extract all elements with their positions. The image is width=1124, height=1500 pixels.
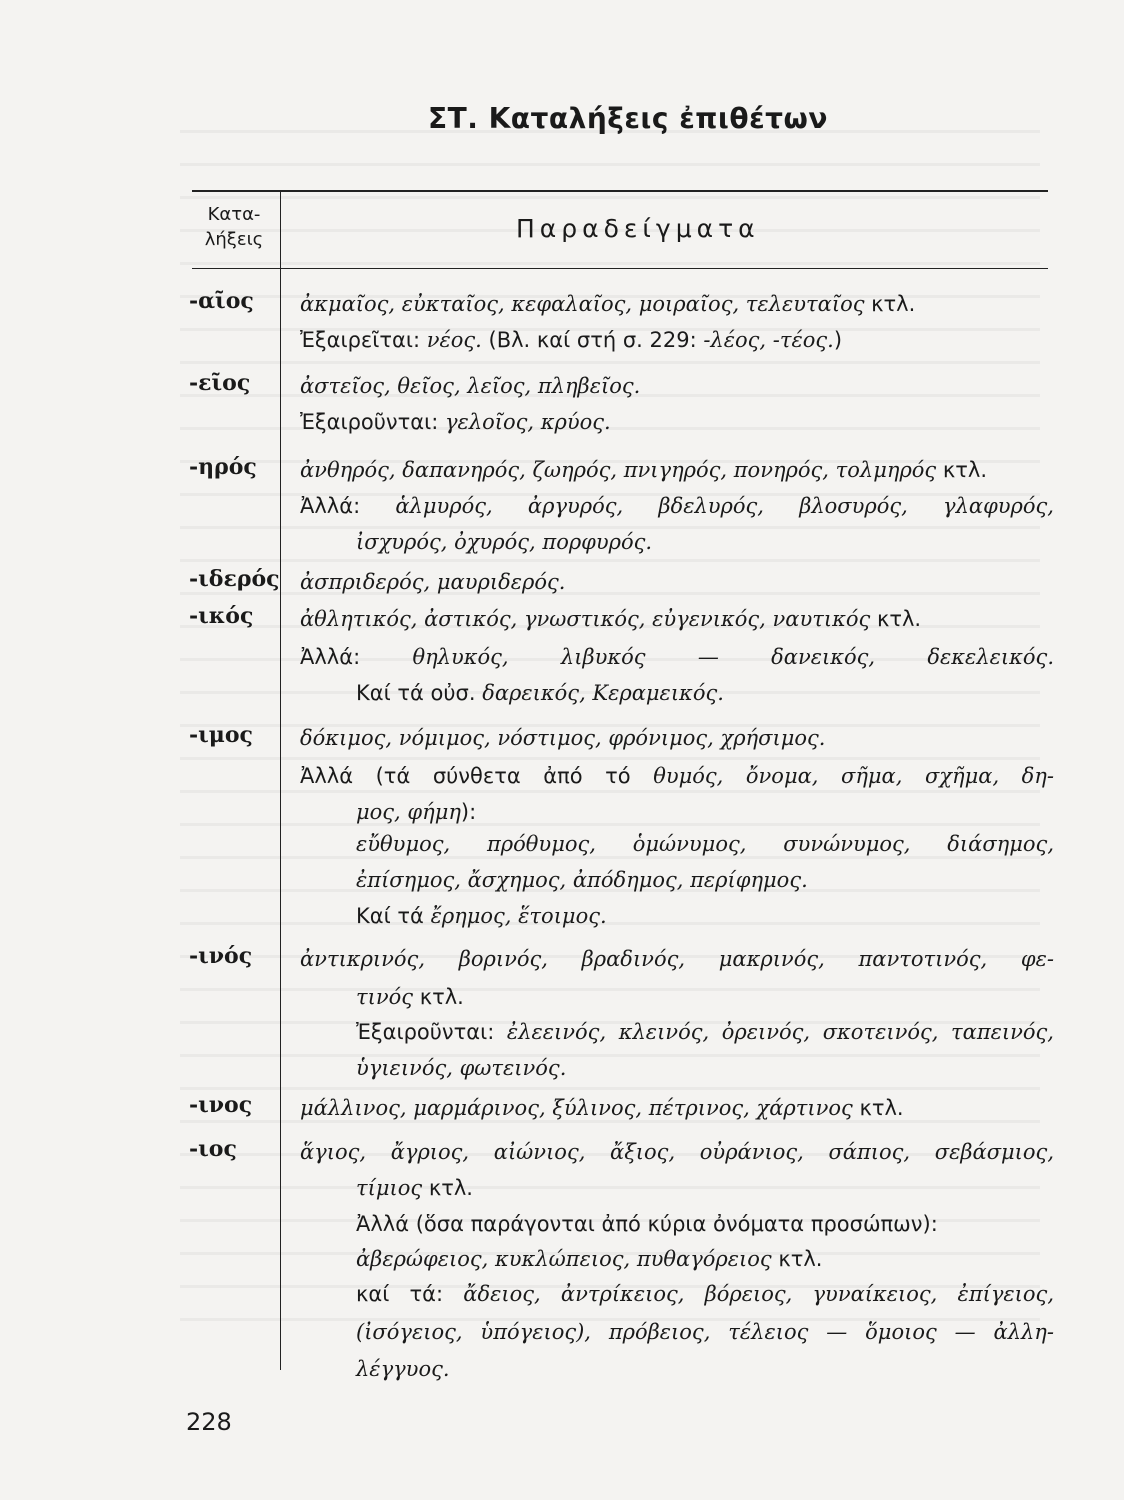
example-words: δαρεικός, Κεραμεικός.: [482, 681, 724, 705]
example-line: [300, 945, 1054, 973]
example-line: [300, 492, 1054, 520]
example-label: Ἀλλά:: [300, 494, 396, 518]
example-label: Καί τά οὐσ.: [356, 681, 483, 705]
endings-header-line1: Κατα-: [207, 204, 261, 225]
ending-label: -ιμος: [189, 722, 253, 748]
example-words: ἐλεεινός, κλεινός, ὀρεινός, σκοτεινός, ταπεινός,: [506, 1020, 1054, 1044]
example-words: τίμιος: [356, 1176, 423, 1200]
ending-label: -ινός: [189, 943, 253, 969]
example-label: ): [833, 328, 843, 352]
example-label: (Βλ. καί στή σ. 229:: [481, 328, 704, 352]
example-label: Ἀλλά (τά σύνθετα ἀπό τό: [300, 764, 654, 788]
example-line: [356, 1174, 1054, 1202]
example-words: ἐπίσημος, ἄσχημος, ἀπόδημος, περίφημος.: [356, 868, 808, 892]
example-line: [356, 983, 1054, 1011]
ending-label: -ηρός: [189, 454, 257, 480]
example-label: καί τά:: [356, 1282, 464, 1306]
example-words: θηλυκός, λιβυκός — δανεικός, δεκελεικός.: [412, 645, 1054, 669]
example-words: εὔθυμος, πρόθυμος, ὁμώνυμος, συνώνυμος, διάσημος,: [356, 832, 1054, 856]
example-words: δόκιμος, νόμιμος, νόστιμος, φρόνιμος, χρήσιμος.: [300, 726, 826, 750]
endings-column-header: [196, 202, 272, 252]
header-top-rule: [192, 190, 1048, 192]
example-line: [356, 902, 1054, 930]
example-words: ἀντικρινός, βορινός, βραδινός, μακρινός, παντοτινός, φε-: [300, 947, 1054, 971]
example-line: [300, 568, 1054, 596]
ending-label: -αῖος: [189, 288, 254, 314]
example-words: ἀβερώφειος, κυκλώπειος, πυθαγόρειος: [356, 1247, 772, 1271]
ending-label: -ινος: [189, 1092, 253, 1118]
example-line: [356, 866, 1054, 894]
page-number: 228: [186, 1408, 232, 1436]
example-line: [356, 1245, 1054, 1273]
example-words: ἀθλητικός, ἀστικός, γνωστικός, εὐγενικός, ναυτικός: [300, 607, 871, 631]
example-words: ἰσχυρός, ὀχυρός, πορφυρός.: [356, 530, 653, 554]
example-label: Ἐξαιροῦνται:: [300, 410, 445, 434]
example-line: [356, 1318, 1054, 1346]
example-line: [356, 679, 1054, 707]
example-words: ὑγιεινός, φωτεινός.: [356, 1056, 567, 1080]
example-label: κτλ.: [864, 292, 916, 316]
example-line: [356, 1018, 1054, 1046]
example-label: Ἀλλά (ὅσα παράγονται ἀπό κύρια ὀνόματα προσώπων):: [356, 1212, 938, 1236]
example-words: νέος.: [426, 328, 482, 352]
example-label: κτλ.: [771, 1247, 823, 1271]
ending-label: -ιος: [189, 1136, 237, 1162]
example-words: ἄδειος, ἀντρίκειος, βόρειος, γυναίκειος, ἐπίγειος,: [463, 1282, 1054, 1306]
example-words: -λέος, -τέος.: [703, 328, 834, 352]
ending-label: -ικός: [189, 603, 254, 629]
example-line: [300, 326, 1054, 354]
example-line: [300, 724, 1054, 752]
example-line: [300, 1094, 1054, 1122]
example-words: ἀκμαῖος, εὐκταῖος, κεφαλαῖος, μοιραῖος, τελευταῖος: [300, 292, 865, 316]
ending-label: -ιδερός: [189, 566, 280, 592]
example-label: κτλ.: [422, 1176, 473, 1200]
example-words: ἁλμυρός, ἀργυρός, βδελυρός, βλοσυρός, γλαφυρός,: [395, 494, 1054, 518]
example-words: ἀστεῖος, θεῖος, λεῖος, πληβεῖος.: [300, 374, 641, 398]
example-line: [300, 643, 1054, 671]
example-label: Ἐξαιρεῖται:: [300, 328, 427, 352]
example-label: ):: [460, 800, 477, 824]
example-words: γελοῖος, κρύος.: [445, 410, 611, 434]
example-line: [356, 1355, 1054, 1383]
example-words: ἔρημος, ἕτοιμος.: [430, 904, 607, 928]
example-label: κτλ.: [413, 985, 464, 1009]
example-label: κτλ.: [852, 1096, 904, 1120]
examples-column-header: Παραδείγματα: [516, 214, 760, 243]
example-words: λέγγυος.: [356, 1357, 450, 1381]
example-line: [356, 798, 1054, 826]
example-line: [300, 1138, 1054, 1166]
example-line: [356, 1054, 1054, 1082]
example-label: κτλ.: [936, 458, 988, 482]
example-words: ἀνθηρός, δαπανηρός, ζωηρός, πνιγηρός, πονηρός, τολμηρός: [300, 458, 937, 482]
example-line: [300, 290, 1054, 318]
example-label: κτλ.: [870, 607, 922, 631]
example-line: [300, 762, 1054, 790]
example-line: [300, 605, 1054, 633]
example-words: (ἰσόγειος, ὑπόγειος), πρόβειος, τέλειος — ὅμοιος — ἀλλη-: [356, 1320, 1054, 1344]
example-label: Ἐξαιροῦνται:: [356, 1020, 507, 1044]
ending-label: -εῖος: [189, 370, 251, 396]
column-divider: [280, 190, 281, 1370]
endings-header-line2: λήξεις: [204, 229, 264, 250]
example-line: [300, 372, 1054, 400]
example-words: ἀσπριδερός, μαυριδερός.: [300, 570, 566, 594]
example-words: μάλλινος, μαρμάρινος, ξύλινος, πέτρινος, χάρτινος: [300, 1096, 853, 1120]
example-line: [356, 830, 1054, 858]
example-line: [356, 528, 1054, 556]
example-line: [300, 456, 1054, 484]
page-title: ΣΤ. Καταλήξεις ἐπιθέτων: [428, 102, 828, 135]
header-bottom-rule: [192, 268, 1048, 269]
example-words: θυμός, ὄνομα, σῆμα, σχῆμα, δη-: [653, 764, 1054, 788]
example-line: [356, 1280, 1054, 1308]
example-words: ἅγιος, ἄγριος, αἰώνιος, ἄξιος, οὐράνιος, σάπιος, σεβάσμιος,: [300, 1140, 1054, 1164]
example-label: Ἀλλά:: [300, 645, 413, 669]
example-label: Καί τά: [356, 904, 431, 928]
example-line: [300, 408, 1054, 436]
example-line: [356, 1210, 1054, 1238]
example-words: μος, φήμη: [356, 800, 461, 824]
example-words: τινός: [356, 985, 414, 1009]
